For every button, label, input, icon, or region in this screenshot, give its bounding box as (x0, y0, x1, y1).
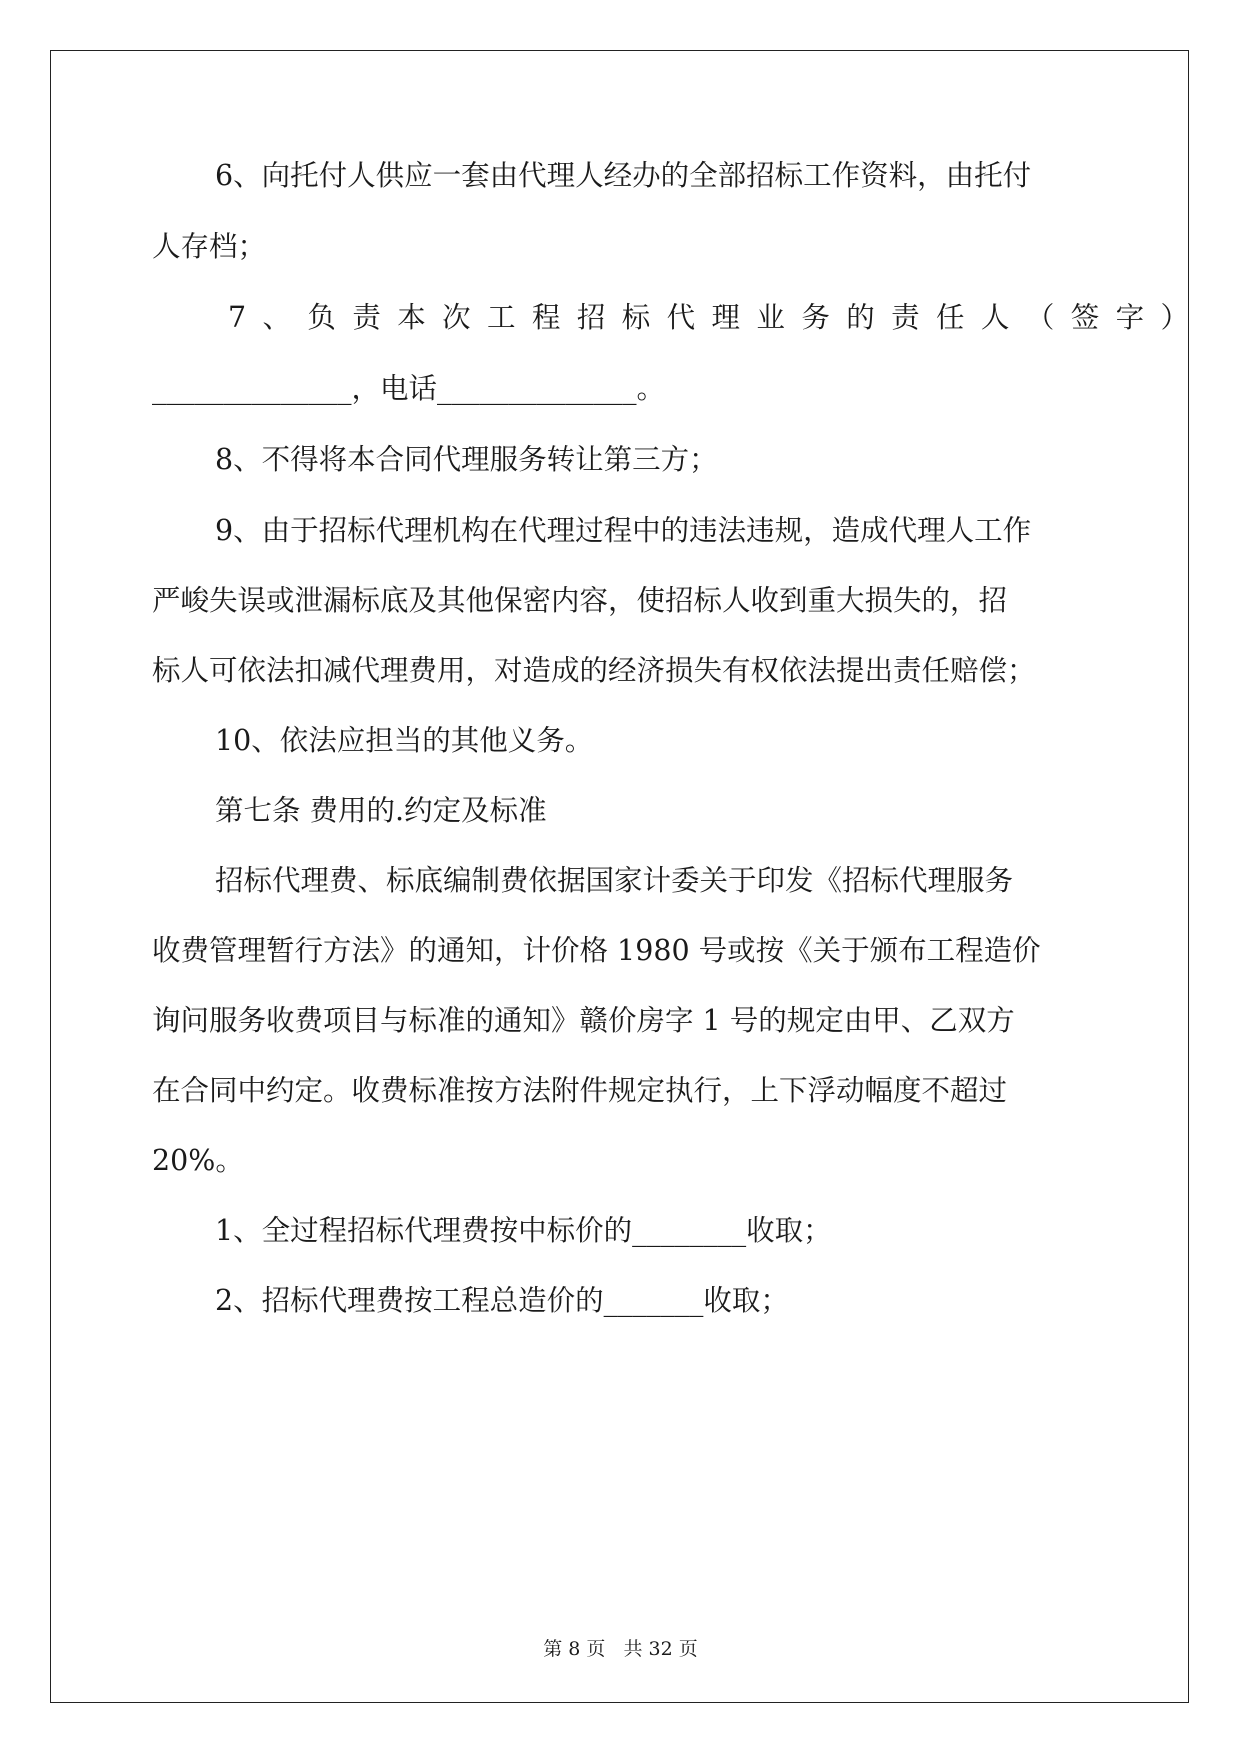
section-heading: 第七条 费用的.约定及标准 (215, 794, 547, 827)
paragraph-line: 严峻失误或泄漏标底及其他保密内容，使招标人收到重大损失的，招 (152, 584, 1008, 617)
paragraph-line: 8、不得将本合同代理服务转让第三方； (215, 443, 718, 476)
paragraph-line: 20%。 (152, 1144, 244, 1177)
page-number: 第 8 页 (543, 1638, 606, 1660)
paragraph-line: 6、向托付人供应一套由代理人经办的全部招标工作资料，由托付 (215, 159, 1032, 192)
paragraph-line: 1、全过程招标代理费按中标价的________收取； (215, 1214, 832, 1247)
paragraph-line: 2、招标代理费按工程总造价的_______收取； (215, 1284, 789, 1317)
paragraph-line: 在合同中约定。收费标准按方法附件规定执行，上下浮动幅度不超过 (152, 1074, 1008, 1107)
paragraph-line: 9、由于招标代理机构在代理过程中的违法违规，造成代理人工作 (215, 514, 1032, 547)
paragraph-line: 10、依法应担当的其他义务。 (215, 724, 594, 757)
page-footer (0, 1634, 1241, 1661)
document-body (152, 159, 1206, 1317)
paragraph-line: 标人可依法扣减代理费用，对造成的经济损失有权依法提出责任赔偿； (152, 654, 1036, 687)
paragraph-line: 招标代理费、标底编制费依据国家计委关于印发《招标代理服务 (215, 864, 1014, 897)
page-total: 共 32 页 (623, 1638, 698, 1660)
paragraph-line: 7、负责本次工程招标代理业务的责任人（签字） (228, 301, 1206, 334)
signature-blank-line: ______________，电话______________。 (152, 372, 666, 405)
paragraph-line: 人存档； (152, 230, 267, 263)
paragraph-line: 收费管理暂行方法》的通知，计价格 1980 号或按《关于颁布工程造价 (152, 934, 1041, 967)
paragraph-line: 询问服务收费项目与标准的通知》赣价房字 1 号的规定由甲、乙双方 (152, 1004, 1015, 1037)
